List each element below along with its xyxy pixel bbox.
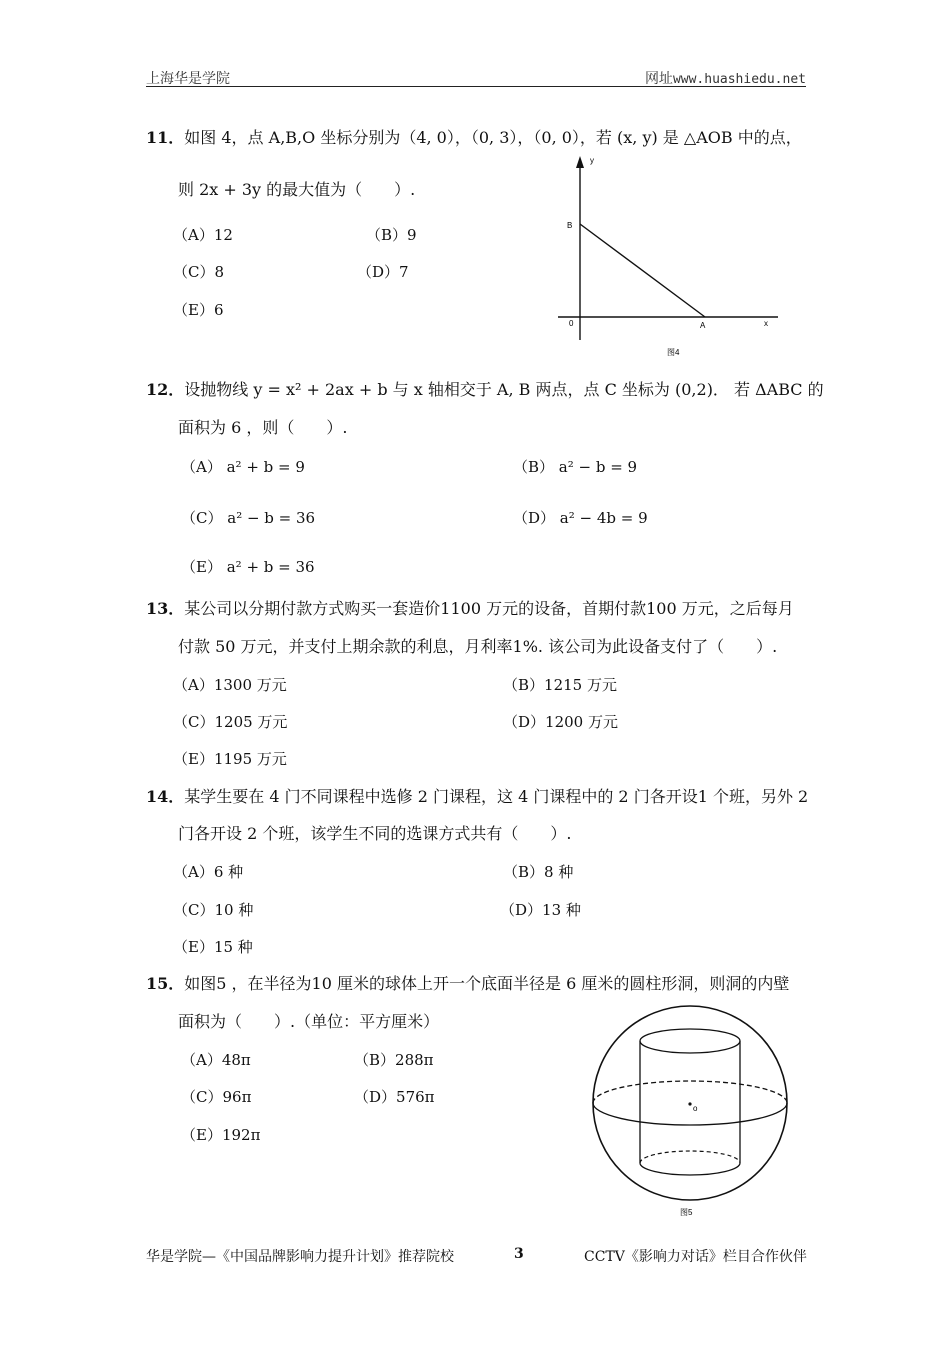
q11-option-c: （C）8: [173, 263, 225, 281]
q14-option-c: （C）10 种: [173, 901, 254, 919]
q13-option-d: （D）1200 万元: [503, 713, 618, 731]
equator-front: [593, 1103, 787, 1125]
header-school: 上海华是学院: [146, 71, 230, 87]
q14-option-a: （A）6 种: [173, 863, 244, 881]
header-url: www.huashiedu.net: [672, 72, 806, 87]
q12-text1: 设抛物线 y = x² + 2ax + b 与 x 轴相交于 A, B 两点，点 C 坐标为 (0,2)． 若 ΔABC 的: [184, 380, 824, 399]
y-axis-label: y: [590, 156, 594, 165]
q12-option-a: （A） a² + b = 9: [181, 458, 305, 476]
center-point: [688, 1102, 691, 1105]
q11-option-e: （E）6: [173, 301, 224, 319]
q13-option-e: （E）1195 万元: [173, 750, 287, 768]
footer-left: 华是学院—《中国品牌影响力提升计划》推荐院校: [146, 1249, 454, 1265]
q12-option-e: （E） a² + b = 36: [181, 558, 315, 576]
q15-line2: 面积为（ ）.（单位：平方厘米）: [178, 1012, 440, 1031]
origin-label: 0: [569, 319, 574, 328]
q14-text1: 某学生要在 4 门不同课程中选修 2 门课程，这 4 门课程中的 2 门各开设1 个班，另外 2: [184, 787, 809, 806]
q15-option-e: （E）192π: [181, 1126, 261, 1144]
center-label: o: [693, 1104, 698, 1113]
q15-number: 15．: [146, 974, 185, 993]
q11-option-a: （A）12: [173, 226, 233, 244]
q15-option-a: （A）48π: [181, 1051, 251, 1069]
q13-text1: 某公司以分期付款方式购买一套造价1100 万元的设备，首期付款100 万元，之后每月: [184, 599, 794, 618]
q13-line1: [146, 599, 794, 619]
q15-line1: [146, 974, 789, 994]
q12-option-c: （C） a² − b = 36: [181, 509, 316, 527]
q14-line2: 门各开设 2 个班，该学生不同的选课方式共有（ ）.: [178, 824, 572, 843]
figure-5-sphere-cylinder: [585, 1005, 800, 1220]
q15-text1: 如图5 ，在半径为10 厘米的球体上开一个底面半径是 6 厘米的圆柱形洞，则洞的内壁: [184, 974, 790, 993]
q12-line1: [146, 380, 824, 400]
figure-4-coordinate-plot: [550, 150, 790, 365]
q13-line2: 付款 50 万元，并支付上期余款的利息，月利率1%. 该公司为此设备支付了（ ）.: [178, 637, 778, 656]
footer-page-number: 3: [514, 1246, 524, 1262]
q14-option-b: （B）8 种: [503, 863, 574, 881]
q11-number: 11．: [146, 128, 185, 147]
q14-option-e: （E）15 种: [173, 938, 253, 956]
point-a-label: A: [700, 321, 706, 330]
header-website-label: 网址: [644, 71, 673, 87]
q13-option-c: （C）1205 万元: [173, 713, 288, 731]
y-axis-arrow: [576, 156, 584, 168]
equator-back: [593, 1081, 787, 1103]
cylinder-top: [640, 1029, 740, 1053]
q11-line2: 则 2x + 3y 的最大值为（ ）.: [178, 180, 416, 199]
cylinder-bottom-back: [640, 1151, 740, 1163]
point-b-label: B: [567, 221, 573, 230]
footer-right: CCTV《影响力对话》栏目合作伙伴: [584, 1249, 807, 1265]
figure-5-caption: 图5: [680, 1208, 693, 1217]
q14-line1: [146, 787, 808, 807]
q14-number: 14．: [146, 787, 185, 806]
q11-line1: [146, 128, 802, 148]
q13-option-b: （B）1215 万元: [503, 676, 617, 694]
figure-4-caption: 图4: [667, 348, 680, 357]
triangle-hypotenuse: [580, 224, 705, 317]
q11-option-d: （D）7: [357, 263, 409, 281]
q14-option-d: （D）13 种: [500, 901, 581, 919]
x-axis-label: x: [764, 319, 768, 328]
q12-line2: 面积为 6 ，则（ ）.: [178, 418, 348, 437]
q11-text1: 如图 4，点 A,B,O 坐标分别为（4, 0），（0, 3），（0, 0），若 (x, y) 是 △AOB 中的点，: [184, 128, 802, 147]
q15-option-d: （D）576π: [354, 1088, 435, 1106]
q15-option-b: （B）288π: [354, 1051, 434, 1069]
q11-option-b: （B）9: [366, 226, 417, 244]
q15-option-c: （C）96π: [181, 1088, 252, 1106]
q13-option-a: （A）1300 万元: [173, 676, 287, 694]
page-header: [146, 66, 806, 87]
q12-option-b: （B） a² − b = 9: [513, 458, 638, 476]
q12-option-d: （D） a² − 4b = 9: [513, 509, 648, 527]
q12-number: 12．: [146, 380, 185, 399]
header-website: [645, 68, 806, 88]
q13-number: 13．: [146, 599, 185, 618]
cylinder-bottom-front: [640, 1163, 740, 1175]
